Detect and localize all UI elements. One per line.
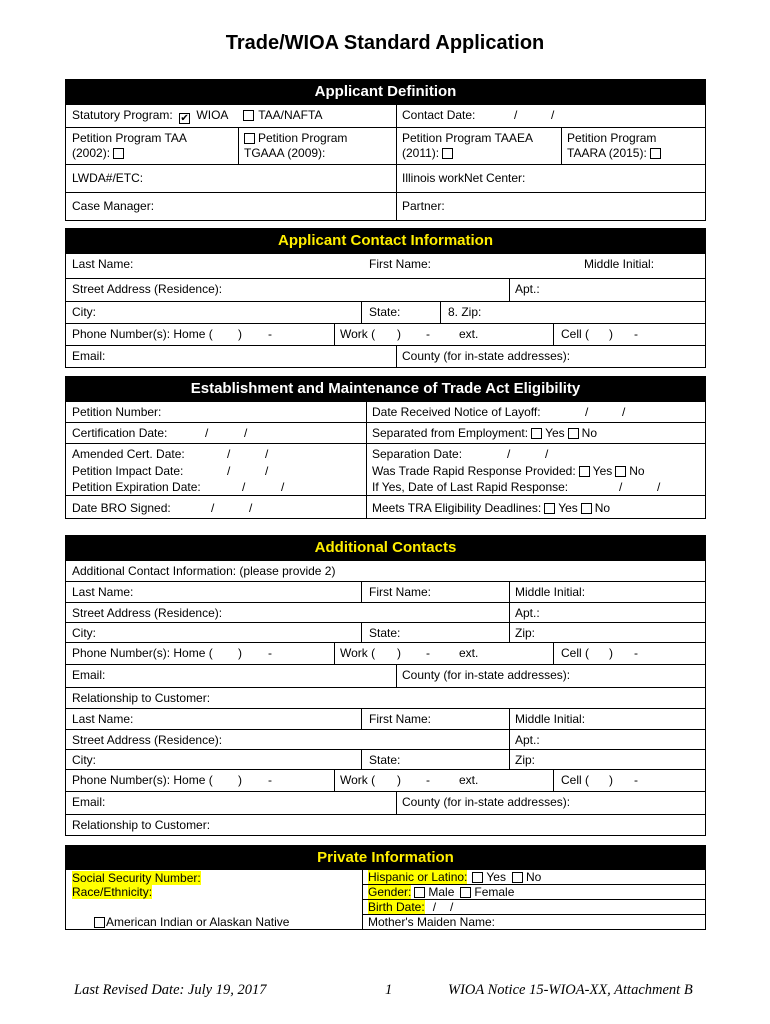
first-name-field[interactable]: First Name: [369,585,432,599]
cell-phone-field[interactable] [555,770,638,791]
amended-date-field[interactable] [72,446,269,463]
impact-label: Petition Impact Date: [72,464,184,478]
petition-tgaaa-label: Petition Program [258,131,348,145]
city-field[interactable]: City: [72,305,96,319]
petition-taara-label: Petition Program [567,131,657,145]
footer-notice: WIOA Notice 15-WIOA-XX, Attachment B [448,982,693,998]
date-slash: / [585,405,589,419]
gender-label: Gender: [368,885,412,899]
tra-label: Meets TRA Eligibility Deadlines: [372,501,542,515]
iwnc-field[interactable]: Illinois workNet Center: [402,171,526,185]
email-field[interactable]: Email: [72,795,106,809]
cell-phone-label: Cell ( [561,327,590,341]
date-slash: / [227,447,231,461]
petition-taaea-year: (2011): [402,146,440,160]
paren: ) [397,646,401,660]
date-slash: / [244,426,248,440]
contact-date-label: Contact Date: [402,108,476,122]
first-name-field[interactable]: First Name: [369,712,432,726]
state-field[interactable]: State: [369,305,401,319]
petition-program-row [66,127,705,164]
separated-no-checkbox[interactable] [568,428,579,439]
gender-female-checkbox[interactable] [460,887,471,898]
home-phone-field[interactable] [66,770,272,791]
rapid-response-label: Was Trade Rapid Response Provided: [372,464,576,478]
ssn-field[interactable]: Social Security Number: [72,871,201,885]
no-label: No [629,464,645,478]
tra-field [366,496,610,518]
gender-male-checkbox[interactable] [414,887,425,898]
date-slash: / [432,900,437,914]
home-phone-label: Phone Number(s): Home ( [72,773,213,787]
apt-field[interactable]: Apt.: [515,282,540,296]
impact-date-field[interactable] [72,463,269,480]
phone-row [66,323,705,345]
work-phone-field[interactable] [334,643,479,664]
middle-initial-field[interactable]: Middle Initial: [584,257,655,271]
ext-label: ext. [459,773,479,787]
dash: - [634,773,638,787]
tra-yes-checkbox[interactable] [544,503,555,514]
street-row [66,278,705,301]
additional-intro: Additional Contact Information: (please provide 2) [72,564,336,578]
zip-field[interactable]: Zip: [515,626,536,640]
last-name-field[interactable]: Last Name: [72,585,134,599]
date-slash: / [227,464,231,478]
yes-label: Yes [592,464,613,478]
petition-taaea-checkbox[interactable] [442,148,453,159]
applicant-definition-section [65,79,706,221]
last-rapid-label: If Yes, Date of Last Rapid Response: [372,480,569,494]
date-slash: / [211,501,215,515]
work-phone-label: Work ( [340,327,376,341]
email-field[interactable]: Email: [72,668,106,682]
paren: ) [238,327,242,341]
petition-tgaaa-checkbox[interactable] [244,133,255,144]
city-row [66,301,705,323]
street-address-field[interactable]: Street Address (Residence): [72,733,223,747]
home-phone-field[interactable] [66,643,272,664]
hispanic-yes-checkbox[interactable] [472,872,483,883]
statutory-label: Statutory Program: [72,108,173,122]
petition-taa-checkbox[interactable] [113,148,124,159]
date-slash: / [507,447,511,461]
separation-date-label: Separation Date: [372,447,463,461]
bro-signed-field[interactable] [66,496,253,518]
last-rapid-field[interactable] [366,480,661,495]
taa-nafta-label: TAA/NAFTA [258,108,323,122]
ext-label: ext. [459,646,479,660]
middle-initial-field[interactable]: Middle Initial: [515,585,586,599]
lwda-row [66,164,705,192]
separated-field [366,423,597,443]
first-name-field[interactable]: First Name: [369,257,432,271]
hispanic-no-checkbox[interactable] [512,872,523,883]
lwda-field[interactable]: LWDA#/ETC: [72,171,144,185]
tra-no-checkbox[interactable] [581,503,592,514]
apt-field[interactable]: Apt.: [515,606,540,620]
date-slash: / [265,464,269,478]
email-field[interactable]: Email: [72,349,106,363]
paren: ) [609,646,613,660]
taa-nafta-checkbox[interactable] [243,110,254,121]
expiration-label: Petition Expiration Date: [72,480,201,494]
paren: ) [609,327,613,341]
state-field[interactable]: State: [369,753,401,767]
dash: - [426,773,430,787]
dash: - [426,646,430,660]
cert-date-label: Certification Date: [72,426,168,440]
street-address-field[interactable]: Street Address (Residence): [72,282,223,296]
state-field[interactable]: State: [369,626,401,640]
section-header: Applicant Contact Information [66,229,705,253]
petition-taa-year: (2002): [72,146,111,160]
statutory-row [66,104,705,127]
petition-number-field[interactable]: Petition Number: [72,405,162,419]
case-manager-row [66,192,705,220]
cell-phone-label: Cell ( [561,646,590,660]
home-phone-field[interactable] [66,324,272,345]
petition-taaea-label: Petition Program TAAEA [402,131,533,145]
cell-phone-field[interactable] [555,324,638,345]
work-phone-field[interactable] [334,770,479,791]
work-phone-field[interactable] [334,324,479,345]
page-title: Trade/WIOA Standard Application [225,32,545,54]
american-indian-checkbox[interactable] [94,917,105,928]
private-information-section [65,845,706,930]
ext-label: ext. [459,327,479,341]
rapid-no-checkbox[interactable] [615,466,626,477]
petition-taara-year: TAARA (2015): [567,146,647,160]
amended-label: Amended Cert. Date: [72,447,185,461]
race-field: Race/Ethnicity: [72,885,153,899]
middle-initial-field[interactable]: Middle Initial: [515,712,586,726]
relationship-field[interactable]: Relationship to Customer: [72,818,211,832]
paren: ) [397,327,401,341]
partner-field[interactable]: Partner: [402,199,445,213]
birth-date-label: Birth Date: [368,900,425,914]
separated-yes-checkbox[interactable] [531,428,542,439]
paren: ) [397,773,401,787]
petition-taa-label: Petition Program TAA [72,131,187,145]
date-received-field[interactable] [366,402,626,422]
trade-act-eligibility-section [65,376,706,519]
last-name-field[interactable]: Last Name: [72,257,134,271]
county-field[interactable]: County (for in-state addresses): [402,349,571,363]
dash: - [268,773,272,787]
applicant-contact-section [65,228,706,368]
male-label: Male [428,885,455,899]
dash: - [268,327,272,341]
relationship-field[interactable]: Relationship to Customer: [72,691,211,705]
date-slash: / [265,447,269,461]
bro-label: Date BRO Signed: [72,501,171,515]
date-slash: / [622,405,626,419]
last-name-field[interactable]: Last Name: [72,712,134,726]
dash: - [634,327,638,341]
section-header: Applicant Definition [66,80,705,104]
zip-field[interactable]: Zip: [515,753,536,767]
female-label: Female [474,885,515,899]
date-slash: / [619,480,623,494]
county-field[interactable]: County (for in-state addresses): [402,668,571,682]
paren: ) [609,773,613,787]
zip-field[interactable]: 8. Zip: [448,305,482,319]
additional-contacts-section [65,535,706,836]
section-header: Private Information [66,846,705,870]
wioa-checkbox[interactable]: ✔ [180,113,189,124]
yes-label: Yes [486,870,506,884]
name-row [66,253,705,278]
dash: - [268,646,272,660]
footer-revised-date: Last Revised Date: July 19, 2017 [74,982,267,998]
home-phone-label: Phone Number(s): Home ( [72,327,213,341]
city-field[interactable]: City: [72,626,96,640]
footer-page-number: 1 [385,982,393,998]
no-label: No [594,501,611,515]
case-manager-field[interactable]: Case Manager: [72,199,155,213]
date-slash: / [281,480,285,494]
cert-date-field[interactable] [66,423,248,443]
date-slash: / [450,900,454,914]
date-slash: / [551,108,555,122]
date-slash: / [242,480,246,494]
county-field[interactable]: County (for in-state addresses): [402,795,571,809]
date-slash: / [205,426,209,440]
yes-label: Yes [558,501,578,515]
petition-tgaaa-year: TGAAA (2009): [244,146,326,160]
rapid-yes-checkbox[interactable] [579,466,590,477]
no-label: No [525,870,542,884]
paren: ) [238,646,242,660]
hispanic-label: Hispanic or Latino: [368,870,468,884]
wioa-label: WIOA [196,108,228,122]
home-phone-label: Phone Number(s): Home ( [72,646,213,660]
email-row [66,345,705,367]
american-indian-label: American Indian or Alaskan Native [106,915,290,929]
dash: - [634,646,638,660]
work-phone-label: Work ( [340,773,376,787]
city-field[interactable]: City: [72,753,96,767]
expiration-date-field[interactable] [66,480,285,495]
date-slash: / [514,108,518,122]
dash: - [426,327,430,341]
date-slash: / [657,480,661,494]
no-label: No [581,426,597,440]
maiden-name-field[interactable]: Mother's Maiden Name: [368,915,496,929]
date-slash: / [249,501,253,515]
work-phone-label: Work ( [340,646,376,660]
cell-phone-field[interactable] [555,643,638,664]
yes-label: Yes [545,426,565,440]
date-slash: / [545,447,549,461]
petition-taara-checkbox[interactable] [650,148,661,159]
birth-date-field[interactable] [368,900,453,914]
cell-phone-label: Cell ( [561,773,590,787]
contact1-name-row [66,581,705,602]
separated-label: Separated from Employment: [372,426,529,440]
rapid-response-field [372,463,645,480]
section-header: Additional Contacts [66,536,705,560]
contact2-name-row [66,708,705,729]
section-header: Establishment and Maintenance of Trade Act Eligibility [66,377,705,401]
date-received-label: Date Received Notice of Layoff: [372,405,541,419]
street-address-field[interactable]: Street Address (Residence): [72,606,223,620]
apt-field[interactable]: Apt.: [515,733,540,747]
separation-date-field[interactable] [372,446,645,463]
paren: ) [238,773,242,787]
